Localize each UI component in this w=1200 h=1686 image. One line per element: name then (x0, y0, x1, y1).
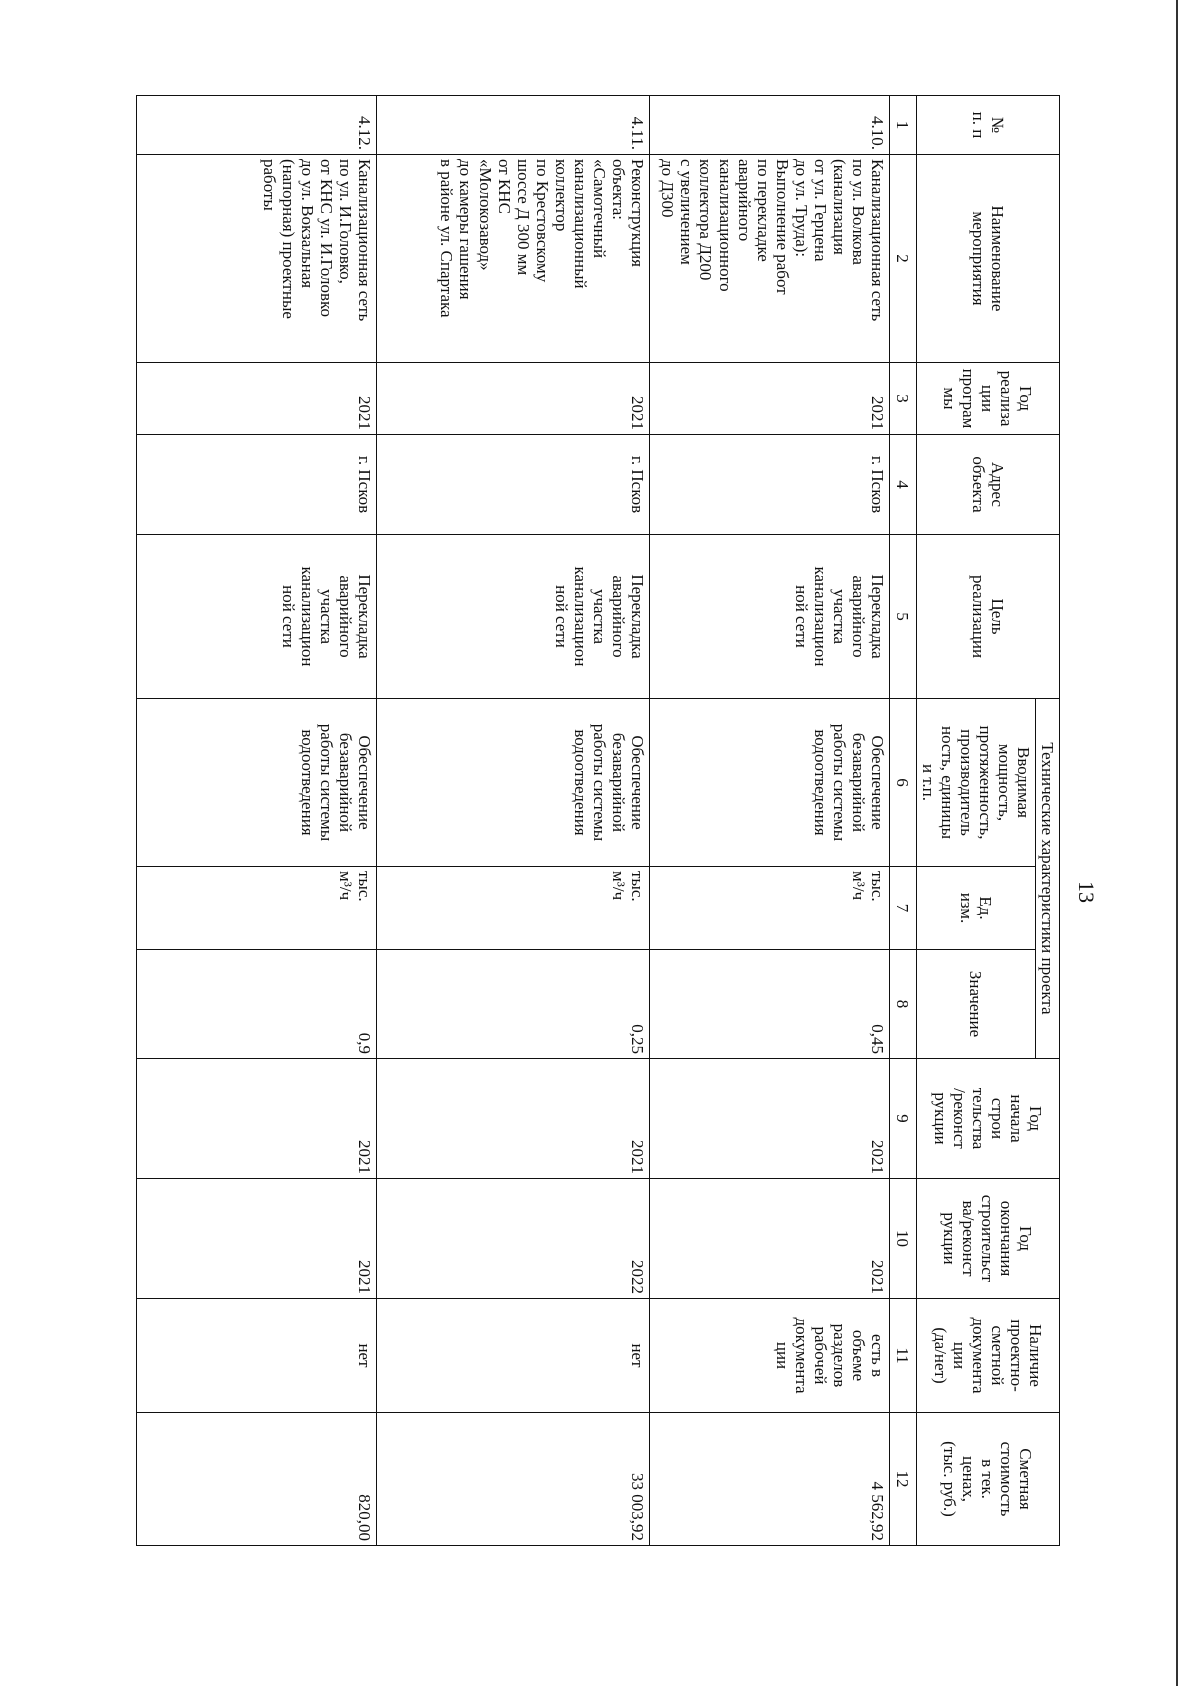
row-capacity: Обеспечение безаварийной работы системы водоотведения (376, 699, 649, 867)
row-name: Канализационная сеть по ул. И.Головко, от КНС ул. И.Головко до ул. Вокзальная (напорная) проектные работы (136, 155, 376, 363)
row-capacity: Обеспечение безаварийной работы системы водоотведения (136, 699, 376, 867)
table-row (136, 96, 376, 1546)
project-table (136, 95, 1060, 1546)
header-num: № п. п (916, 96, 1059, 155)
header-end: Год окончания строительст ва/реконст рукции (916, 1179, 1059, 1299)
header-name: Наименование мероприятия (916, 155, 1059, 363)
row-goal: Перекладка аварийного участка канализацион ной сети (136, 535, 376, 699)
row-end: 2021 (649, 1179, 889, 1299)
row-goal: Перекладка аварийного участка канализацион ной сети (649, 535, 889, 699)
header-year: Год реализа ции програм мы (916, 363, 1059, 435)
row-cost: 4 562,92 (649, 1413, 889, 1546)
row-goal: Перекладка аварийного участка канализацион ной сети (376, 535, 649, 699)
row-unit: тыс. м³/ч (376, 867, 649, 950)
header-value: Значение (916, 950, 1035, 1059)
row-start: 2021 (136, 1059, 376, 1179)
header-start: Год начала строи тельства /реконст рукции (916, 1059, 1059, 1179)
column-number: 2 (889, 155, 916, 363)
column-number: 5 (889, 535, 916, 699)
column-number: 11 (889, 1299, 916, 1413)
row-address: г. Псков (376, 435, 649, 535)
column-number: 9 (889, 1059, 916, 1179)
column-number: 7 (889, 867, 916, 950)
table-row (376, 96, 649, 1546)
row-cost: 820,00 (136, 1413, 376, 1546)
column-number: 1 (889, 96, 916, 155)
row-number: 4.11. (376, 96, 649, 155)
table-row (649, 96, 889, 1546)
header-address: Адрес объекта (916, 435, 1059, 535)
rotated-table-container (165, 95, 1060, 1545)
column-number: 10 (889, 1179, 916, 1299)
row-docs: нет (136, 1299, 376, 1413)
row-unit: тыс. м³/ч (649, 867, 889, 950)
row-year: 2021 (376, 363, 649, 435)
scan-edge-line (1176, 0, 1178, 1686)
row-docs: есть в объеме разделов рабочей документа ции (649, 1299, 889, 1413)
row-number: 4.10. (649, 96, 889, 155)
header-capacity: Вводимая мощность, протяженность, производитель ность, единицы и т.п. (916, 699, 1035, 867)
row-address: г. Псков (649, 435, 889, 535)
row-year: 2021 (649, 363, 889, 435)
row-capacity: Обеспечение безаварийной работы системы водоотведения (649, 699, 889, 867)
header-tech-group: Технические характеристики проекта (1035, 699, 1059, 1059)
column-number: 12 (889, 1413, 916, 1546)
row-name: Реконструкция объекта: «Самотечный канализационный коллектор по Крестовскому шоссе Д 300 мм от КНС «Молокозавод» до камеры гашения в районе ул. Спартака (376, 155, 649, 363)
row-docs: нет (376, 1299, 649, 1413)
column-number: 3 (889, 363, 916, 435)
header-cost: Сметная стоимость в тек. ценах, (тыс. руб.) (916, 1413, 1059, 1546)
row-end: 2022 (376, 1179, 649, 1299)
column-number: 6 (889, 699, 916, 867)
header-docs: Наличие проектно- сметной документа ции (да/нет) (916, 1299, 1059, 1413)
row-value: 0,25 (376, 950, 649, 1059)
page-number: 13 (1074, 881, 1099, 903)
row-value: 0,45 (649, 950, 889, 1059)
row-address: г. Псков (136, 435, 376, 535)
row-number: 4.12. (136, 96, 376, 155)
column-number: 4 (889, 435, 916, 535)
row-start: 2021 (649, 1059, 889, 1179)
row-end: 2021 (136, 1179, 376, 1299)
header-goal: Цель реализации (916, 535, 1059, 699)
row-year: 2021 (136, 363, 376, 435)
row-cost: 33 003,92 (376, 1413, 649, 1546)
row-start: 2021 (376, 1059, 649, 1179)
row-value: 0,9 (136, 950, 376, 1059)
header-unit: Ед. изм. (916, 867, 1035, 950)
column-number: 8 (889, 950, 916, 1059)
table-header (889, 96, 1059, 1546)
row-name: Канализационная сеть по ул. Волкова (канализация от ул. Герцена до ул. Труда): Выполнение работ по перекладке аварийного канализационного коллектора Д200 с увеличением до Д300 (649, 155, 889, 363)
column-number-row (889, 96, 916, 1546)
row-unit: тыс. м³/ч (136, 867, 376, 950)
